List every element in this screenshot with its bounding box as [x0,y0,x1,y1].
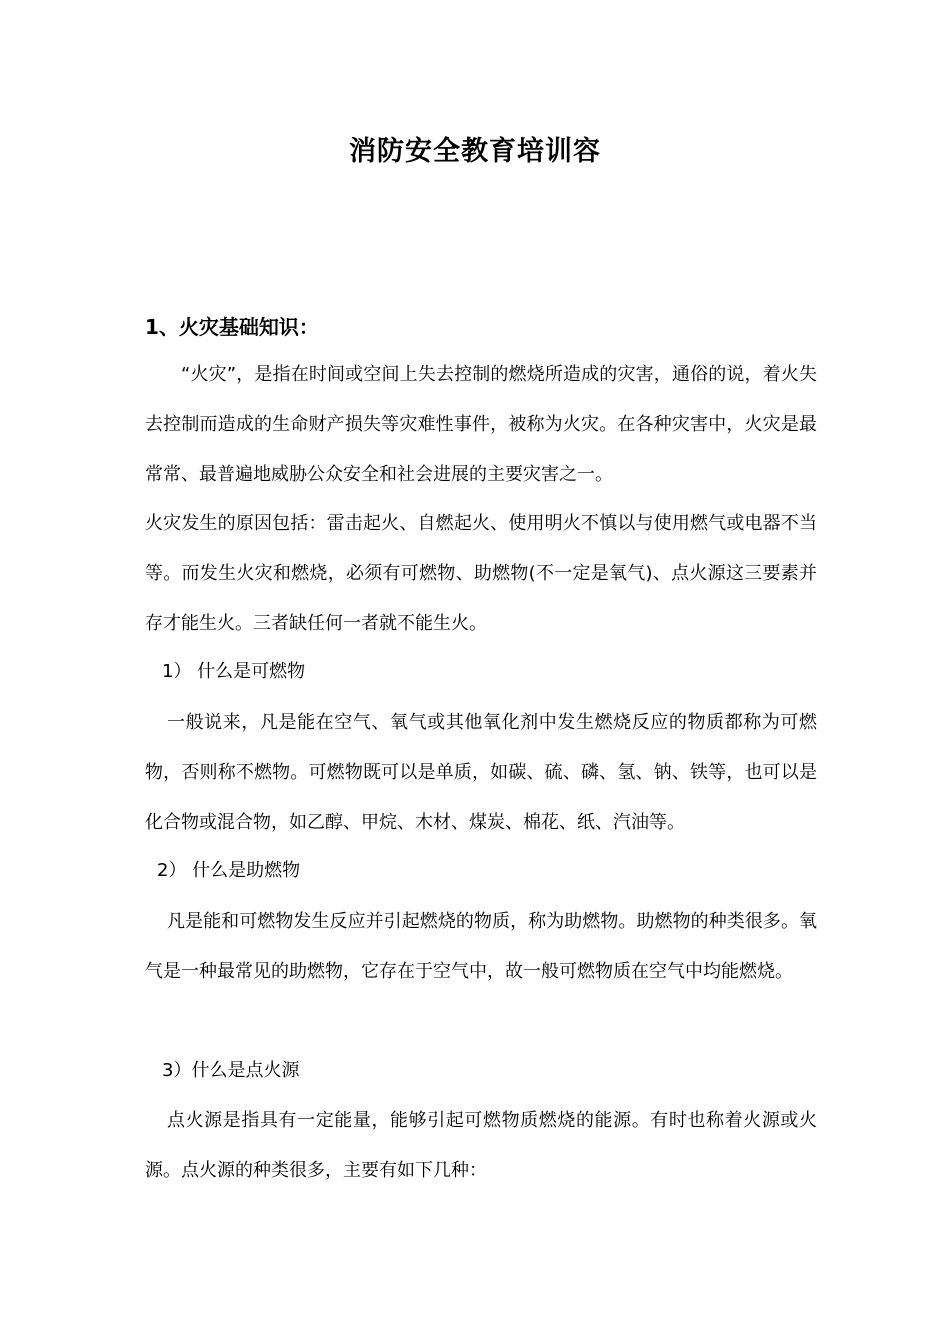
subheading-ignition-sources: 3）什么是点火源 [162,1060,300,1081]
paragraph-fire-definition: “火灾”，是指在时间或空间上失去控制的燃烧所造成的灾害，通俗的说，着火失去控制而造成的生命财产损失等灾难性事件，被称为火灾。在各种灾害中，火灾是最常常、最普遍地威胁公众安全和社会进展的主要灾害之一。 [145,364,817,485]
subheading-combustibles: 1） 什么是可燃物 [162,661,306,682]
paragraph-combustibles: 一般说来，凡是能在空气、氧气或其他氧化剂中发生燃烧反应的物质都称为可燃物，否则称不燃物。可燃物既可以是单质，如碳、硫、磷、氢、钠、铁等，也可以是化合物或混合物，如乙醇、甲烷、木材、煤炭、棉花、纸、汽油等。 [145,712,817,833]
document-title: 消防安全教育培训容 [349,136,601,167]
paragraph-oxidizers: 凡是能和可燃物发生反应并引起燃烧的物质，称为助燃物。助燃物的种类很多。氧气是一种最常见的助燃物，它存在于空气中，故一般可燃物质在空气中均能燃烧。 [145,911,817,982]
paragraph-ignition-sources: 点火源是指具有一定能量，能够引起可燃物质燃烧的能源。有时也称着火源或火源。点火源的种类很多，主要有如下几种： [145,1110,817,1181]
subheading-oxidizers: 2） 什么是助燃物 [157,860,301,881]
section-heading-fire-basics: 1、火灾基础知识： [145,315,319,339]
paragraph-fire-causes: 火灾发生的原因包括：雷击起火、自燃起火、使用明火不慎以与使用燃气或电器不当等。而发生火灾和燃烧，必须有可燃物、助燃物(不一定是氧气)、点火源这三要素并存才能生火。三者缺任何一者就不能生火。 [145,513,817,634]
